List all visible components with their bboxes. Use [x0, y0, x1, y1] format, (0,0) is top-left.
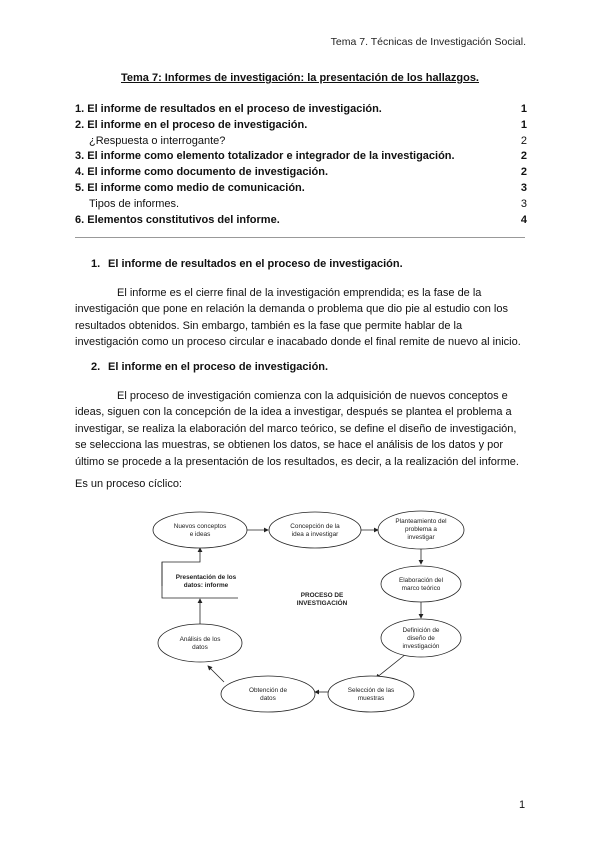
node-text: Selección de las [347, 687, 395, 694]
toc-entry-label: 3. El informe como elemento totalizador e integrador de la investigación. [75, 150, 455, 163]
node-text: Obtención de [248, 687, 288, 694]
node-text: idea a investigar [291, 531, 339, 538]
section-2-heading [91, 361, 328, 373]
node-text: Planteamiento del [395, 518, 447, 525]
toc-entry-page: 2 [520, 134, 527, 147]
cycle-node-data-analysis [158, 624, 242, 662]
toc-entry-page: 1 [520, 103, 527, 115]
toc-entry[interactable] [75, 166, 527, 182]
section-1-heading [91, 258, 403, 270]
section-number: 2. [91, 361, 101, 373]
node-text: Elaboración del [398, 577, 444, 584]
toc-entry-page: 1 [520, 118, 527, 131]
toc-subentry[interactable] [75, 198, 527, 214]
cycle-node-problem-statement [378, 511, 464, 549]
node-text: marco teórico [401, 585, 441, 592]
arrow-connector [376, 654, 406, 678]
toc-entry-page: 3 [520, 181, 527, 194]
node-text: Análisis de los [179, 636, 221, 643]
node-text: Definición de [402, 627, 440, 634]
toc-entry-label: 1. El informe de resultados en el proceso de investigación. [75, 103, 382, 115]
node-text: problema a [405, 526, 437, 533]
toc-entry-label: 5. El informe como medio de comunicación. [75, 181, 305, 194]
toc-entry-page: 3 [520, 197, 527, 210]
toc-entry[interactable] [75, 119, 527, 135]
section-title: El informe en el proceso de investigación. [108, 361, 329, 373]
page-number: 1 [519, 799, 526, 811]
section-2-paragraph: El proceso de investigación comienza con la adquisición de nuevos conceptos e ideas, siguen con la concepción de la idea a investigar, después se plantea el problema a investigar, se realiza la elaboración del marco teórico, se define el diseño de investigación, se selecciona las muestras, se obtienen los datos, se hace el análisis de los datos y por último se procede a la presentación de los resultados, es decir, a la realización del informe. [75, 390, 519, 468]
cycle-node-sample-selection [328, 676, 414, 712]
diagram-center-label: PROCESO DE [300, 592, 344, 599]
node-text: e ideas [189, 531, 211, 538]
toc-entry-page: 4 [520, 213, 527, 226]
toc-entry-label: Tipos de informes. [89, 197, 180, 210]
node-text: datos [260, 695, 276, 702]
toc-subentry[interactable] [75, 135, 527, 151]
node-text: investigación [402, 643, 440, 650]
diagram-center-label: INVESTIGACIÓN [296, 600, 348, 607]
arrow-connector [208, 666, 224, 682]
cycle-intro-text: Es un proceso cíclico: [75, 478, 182, 490]
report-box-text: Presentación de los [175, 574, 237, 581]
cycle-node-new-concepts [153, 512, 247, 548]
table-of-contents [75, 103, 527, 229]
report-box-text: datos: informe [183, 582, 229, 589]
toc-entry[interactable] [75, 182, 527, 198]
section-number: 1. [91, 258, 101, 270]
report-box [162, 562, 238, 598]
node-text: datos [192, 644, 208, 651]
toc-entry-label: 6. Elementos constitutivos del informe. [75, 213, 280, 226]
toc-entry-label: ¿Respuesta o interrogante? [89, 134, 226, 147]
cycle-node-design-definition [381, 619, 461, 657]
node-text: Nuevos conceptos [173, 523, 227, 530]
document-title: Tema 7: Informes de investigación: la presentación de los hallazgos. [120, 72, 479, 84]
node-text: diseño de [407, 635, 435, 642]
node-text: Concepción de la [290, 523, 340, 530]
toc-entry-label: 2. El informe en el proceso de investigación. [75, 118, 308, 131]
toc-entry[interactable] [75, 103, 527, 119]
toc-entry[interactable] [75, 214, 527, 230]
section-1-paragraph: El informe es el cierre final de la investigación emprendida; es la fase de la investigación que pone en relación la demanda o problema que dio pie al estudio con los resultados obtenidos. Sin embargo, también es la fase que permite hablar de la investigación como un proceso circular e inacabado donde el final remite de nuevo al inicio. [75, 287, 521, 349]
research-cycle-diagram [150, 498, 470, 722]
toc-entry[interactable] [75, 150, 527, 166]
toc-entry-page: 2 [520, 150, 527, 163]
node-text: investigar [407, 534, 435, 541]
section-title: El informe de resultados en el proceso de investigación. [108, 258, 403, 270]
toc-entry-page: 2 [520, 166, 527, 179]
running-header: Tema 7. Técnicas de Investigación Social. [330, 36, 526, 48]
toc-divider [75, 237, 525, 238]
cycle-node-data-collection [221, 676, 315, 712]
node-text: muestras [357, 695, 385, 702]
toc-entry-label: 4. El informe como documento de investigación. [75, 166, 329, 179]
cycle-node-idea-conception [269, 512, 361, 548]
cycle-node-theoretical-framework [381, 566, 461, 602]
